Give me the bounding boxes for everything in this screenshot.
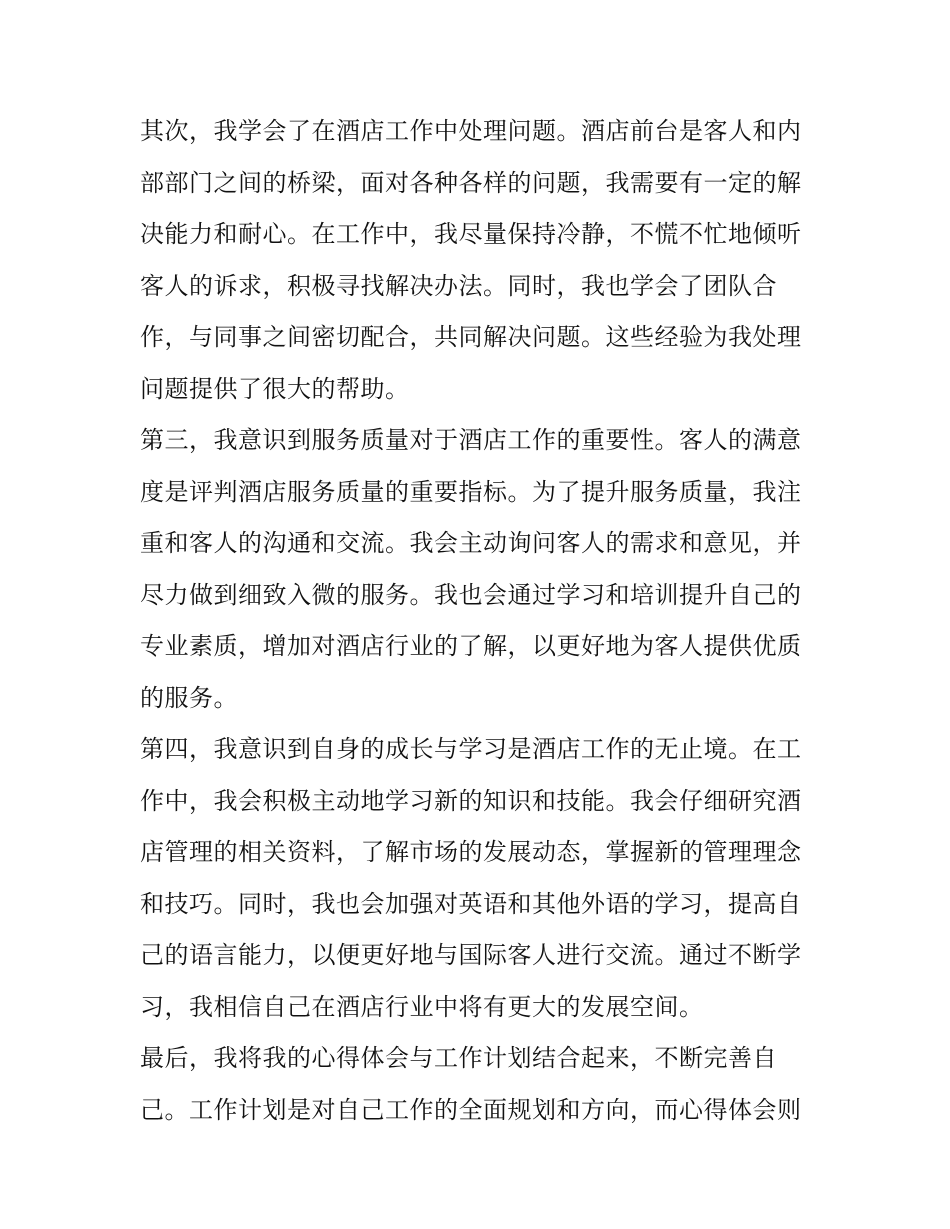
text-line: 店管理的相关资料，了解市场的发展动态，掌握新的管理理念 (140, 838, 802, 866)
paragraph-service-quality (140, 415, 820, 724)
text-line: 己的语言能力，以便更好地与国际客人进行交流。通过不断学 (140, 941, 802, 969)
text-line: 和技巧。同时，我也会加强对英语和其他外语的学习，提高自 (140, 889, 802, 918)
text-line: 的服务。 (140, 683, 238, 712)
text-line: 重和客人的沟通和交流。我会主动询问客人的需求和意见，并 (140, 529, 802, 557)
text-line: 第三，我意识到服务质量对于酒店工作的重要性。客人的满意 (140, 426, 802, 454)
paragraph-problem-solving (140, 106, 820, 415)
text-line: 尽力做到细致入微的服务。我也会通过学习和培训提升自己的 (140, 580, 802, 609)
text-line: 最后，我将我的心得体会与工作计划结合起来，不断完善自 (140, 1044, 777, 1072)
paragraph-growth-learning (140, 724, 820, 1033)
text-line: 作中，我会积极主动地学习新的知识和技能。我会仔细研究酒 (140, 786, 802, 815)
text-line: 作，与同事之间密切配合，共同解决问题。这些经验为我处理 (140, 323, 802, 351)
text-line: 第四，我意识到自身的成长与学习是酒店工作的无止境。在工 (140, 735, 802, 763)
text-line: 其次，我学会了在酒店工作中处理问题。酒店前台是客人和内 (140, 117, 802, 145)
text-line: 决能力和耐心。在工作中，我尽量保持冷静，不慌不忙地倾听 (140, 220, 802, 248)
text-line: 问题提供了很大的帮助。 (140, 374, 410, 403)
text-line: 己。工作计划是对自己工作的全面规划和方向，而心得体会则 (140, 1095, 802, 1124)
text-line: 客人的诉求，积极寻找解决办法。同时，我也学会了团队合 (140, 271, 777, 300)
text-line: 专业素质，增加对酒店行业的了解，以更好地为客人提供优质 (140, 632, 802, 660)
text-line: 部部门之间的桥梁，面对各种各样的问题，我需要有一定的解 (140, 168, 802, 197)
text-line: 习，我相信自己在酒店行业中将有更大的发展空间。 (140, 992, 704, 1021)
text-line: 度是评判酒店服务质量的重要指标。为了提升服务质量，我注 (140, 477, 802, 506)
document-body (140, 106, 820, 1136)
paragraph-conclusion (140, 1033, 820, 1136)
